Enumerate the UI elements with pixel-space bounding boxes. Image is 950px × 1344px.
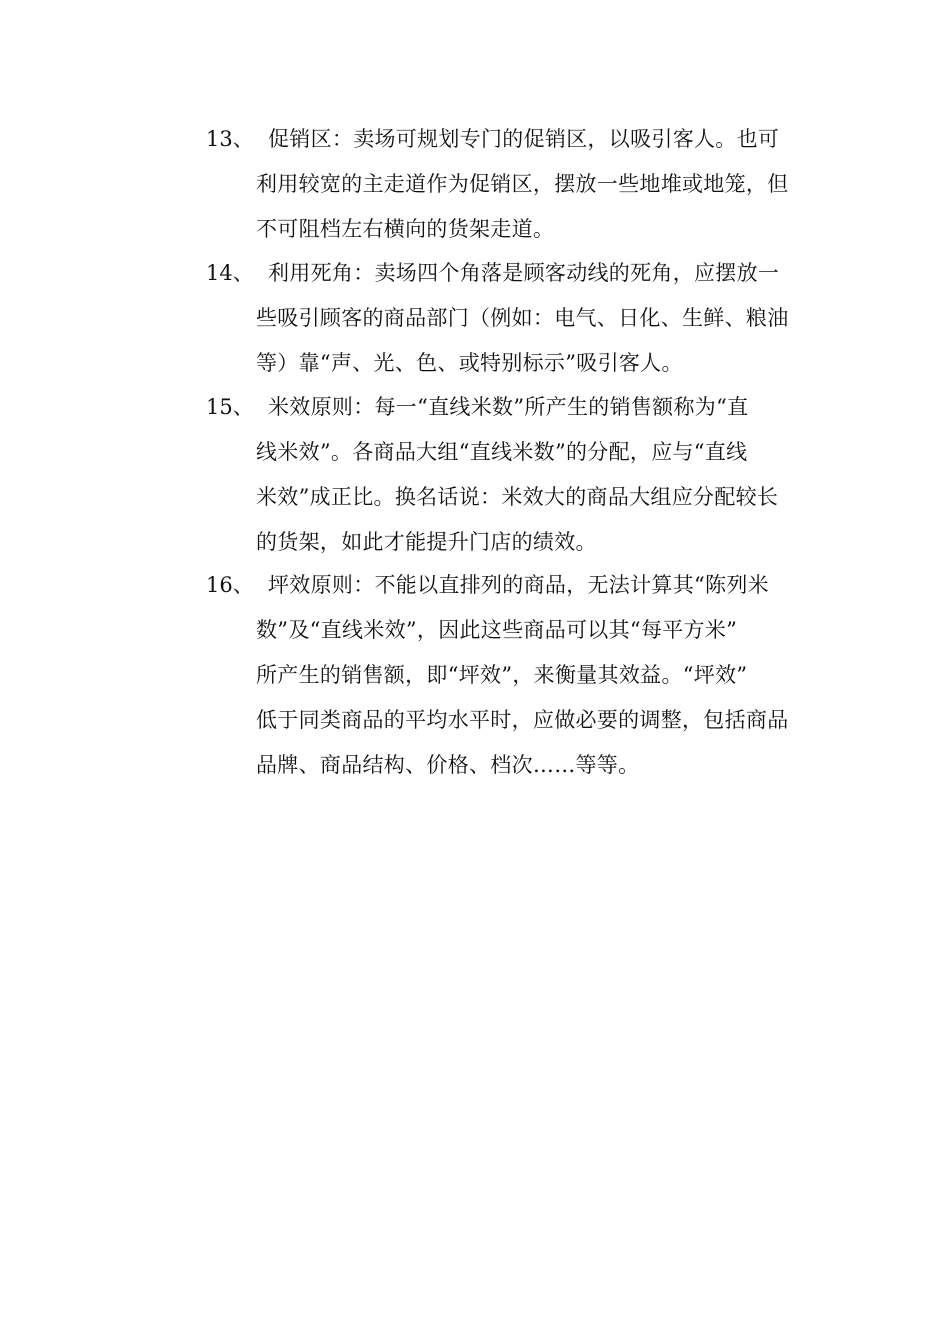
item-text-line: 低于同类商品的平均水平时，应做必要的调整，包括商品 [256,708,789,732]
item-number: 15、 [206,395,254,419]
item-number: 14、 [206,261,254,285]
item-text-line: 品牌、商品结构、价格、档次……等等。 [256,753,640,777]
item-text-line: 些吸引顾客的商品部门（例如：电气、日化、生鲜、粮油 [256,306,789,330]
item-text-line: 线米效”。各商品大组“直线米数”的分配，应与“直线 [256,440,748,464]
item-text-line: 坪效原则：不能以直排列的商品，无法计算其“陈列米 [268,573,769,597]
item-text-line: 所产生的销售额，即“坪效”，来衡量其效益。“坪效” [256,663,748,687]
item-text-line: 利用死角：卖场四个角落是顾客动线的死角，应摆放一 [268,261,780,285]
item-text-line: 不可阻档左右横向的货架走道。 [256,217,555,241]
item-text-line: 数”及“直线米效”，因此这些商品可以其“每平方米” [256,618,738,642]
item-number: 13、 [206,127,254,151]
item-text-line: 等）靠“声、光、色、或特别标示”吸引客人。 [256,351,683,375]
item-text-line: 利用较宽的主走道作为促销区，摆放一些地堆或地笼，但 [256,172,789,196]
item-number: 16、 [206,573,254,597]
item-text-line: 促销区：卖场可规划专门的促销区，以吸引客人。也可 [268,127,780,151]
item-text-line: 的货架，如此才能提升门店的绩效。 [256,530,597,554]
item-text-line: 米效”成正比。换名话说：米效大的商品大组应分配较长 [256,485,779,509]
item-text-line: 米效原则：每一“直线米数”所产生的销售额称为“直 [268,395,749,419]
